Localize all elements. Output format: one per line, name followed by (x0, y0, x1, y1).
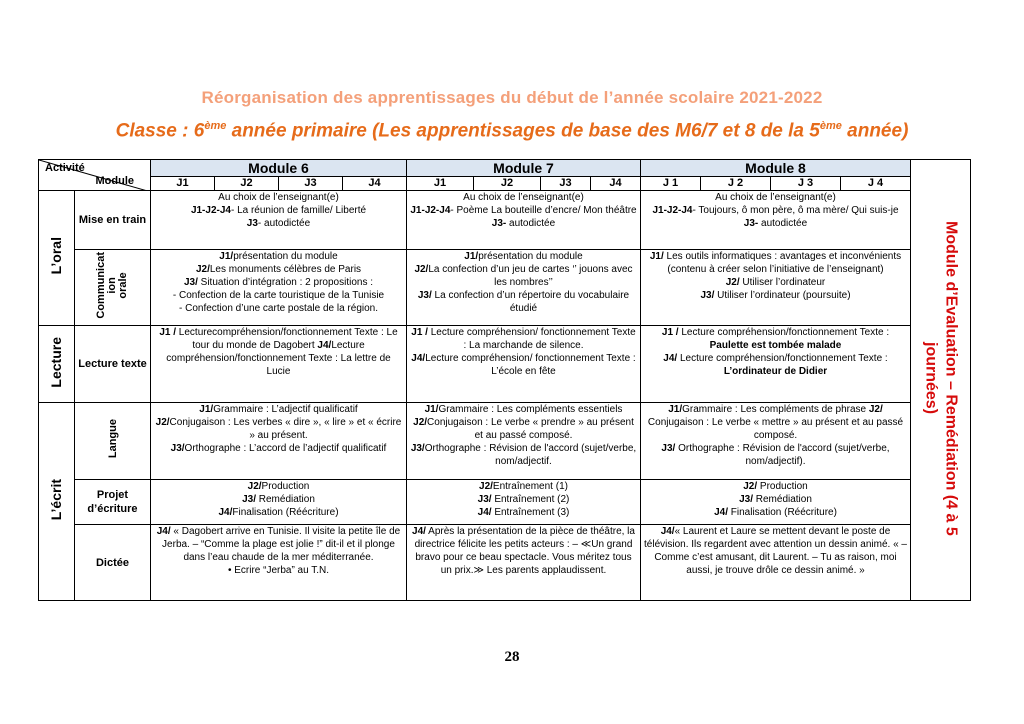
line (153, 302, 404, 315)
text: La confection d’un jeu de cartes ‘’ jouons avec les nombres’’ (428, 264, 633, 288)
line (409, 289, 638, 315)
communication-m7 (407, 250, 641, 326)
text: Grammaire : Les compléments essentiels (438, 404, 623, 415)
text: « Dagobert arrive en Tunisie. Il visite la petite île de Jerba. – “Comme la plage est jolie !” dit-il et il plonge dans l’eau chaude de la mer méditerranée. (162, 526, 401, 563)
bold-day: J1 / (661, 327, 679, 338)
langue-label: Langue (106, 419, 119, 459)
projet-m6 (151, 480, 407, 525)
text: Orthographe : Révision de l'accord (sujet/verbe, nom/adjectif). (675, 443, 890, 467)
bold-day: J2/ (413, 417, 428, 428)
text: Remédiation (752, 494, 812, 505)
label-part: orale (117, 272, 129, 299)
m8-j2: J 2 (701, 177, 771, 191)
bold-day: J2/ (479, 481, 493, 492)
evaluation-line-2: journées) (922, 341, 940, 414)
langue-m6 (151, 403, 407, 480)
sub-projet-ecriture: Projet d’écriture (75, 480, 151, 525)
m7-j3: J3 (541, 177, 591, 191)
communication-m6 (151, 250, 407, 326)
text: Production (261, 481, 310, 492)
bold-day: J3/ (170, 443, 185, 454)
sub-langue (75, 403, 151, 480)
projet-m8 (641, 480, 911, 525)
category-lecture-label: Lecture (48, 336, 64, 388)
text: Les monuments célèbres de Paris (209, 264, 362, 275)
line (153, 204, 404, 217)
line (643, 506, 908, 519)
text: Entraînement (1) (492, 481, 568, 492)
module-7-header: Module 7 (407, 160, 641, 177)
line (643, 276, 908, 289)
line (153, 403, 404, 416)
line (409, 263, 638, 289)
text: « Laurent et Laure se mettent devant le poste de télévision. Ils regardent avec attention un dessin animé. « – Comme c’est amusant, dit Laurent. – Tu as raison, moi aussi, je trouve drôle ce dessin animé. » (644, 526, 907, 576)
line (643, 250, 908, 276)
bold-day: J4/ (477, 507, 492, 518)
line: Au choix de l’enseignant(e) (715, 192, 836, 203)
line (153, 416, 404, 442)
bold-day: J1/ (199, 404, 214, 415)
sub-communication-orale (75, 250, 151, 326)
communication-m8 (641, 250, 911, 326)
line (409, 480, 638, 493)
line (409, 506, 638, 519)
m8-j3: J 3 (771, 177, 841, 191)
line (153, 289, 404, 302)
line (643, 217, 908, 230)
line (409, 403, 638, 416)
langue-m8 (641, 403, 911, 480)
m7-j4: J4 (591, 177, 641, 191)
corner-header (39, 160, 151, 191)
bold-day: J2/ (868, 404, 883, 415)
bold-day: J3/ (417, 290, 432, 301)
bold-day: J3/ (242, 494, 256, 505)
m6-j3: J3 (279, 177, 343, 191)
line (153, 217, 404, 230)
text: Après la présentation de la pièce de théâtre, la directrice félicite les petits acteurs : – ≪Un grand bravo pour ce beau spectacle. Vous méritez tous un prix.≫ Les parents applaudissent. (414, 526, 635, 576)
text: - Confection d’une carte postale de la région. (178, 303, 378, 314)
category-ecrit-label: L’écrit (48, 478, 64, 521)
text: Conjugaison : Le verbe « mettre » au présent et au passé composé. (647, 417, 904, 441)
bold-day: J2/ (155, 417, 170, 428)
line (409, 493, 638, 506)
module-8-header: Module 8 (641, 160, 911, 177)
line (643, 204, 908, 217)
bold-day: J3/ (477, 494, 492, 505)
text: autodictée (506, 218, 556, 229)
text: Lecture compréhension/fonctionnement Texte : La lettre de Lucie (166, 340, 391, 377)
text: Remédiation (255, 494, 315, 505)
text: - Poème La bouteille d’encre/ Mon théâtre (450, 205, 637, 216)
m6-j4: J4 (343, 177, 407, 191)
text: Finalisation (Réécriture) (232, 507, 339, 518)
line (643, 326, 908, 352)
langue-m7 (407, 403, 641, 480)
text: Conjugaison : Le verbe « prendre » au présent et au passé composé. (427, 417, 634, 441)
bold-day: J4/ (317, 340, 332, 351)
text: présentation du module (233, 251, 338, 262)
subtitle-sup-2: ème (819, 120, 842, 132)
evaluation-line-1: Module d’Evaluation – Remédiation (4 à 5 (942, 220, 960, 536)
text: Lecturecompréhension/fonctionnement Texte : Le tour du monde de Dagobert (176, 327, 398, 351)
line (409, 250, 638, 263)
category-ecrit (39, 403, 75, 601)
line (153, 442, 404, 455)
m7-j1: J1 (407, 177, 474, 191)
text: - autodictée (257, 218, 311, 229)
lecture-m7 (407, 326, 641, 403)
text: Entraînement (3) (491, 507, 570, 518)
subtitle-part-b: année primaire (Les apprentissages de base des M6/7 et 8 de la 5 (226, 120, 820, 142)
header-activite: Activité (45, 162, 85, 174)
bold-day: J1/ (464, 251, 479, 262)
line: Au choix de l’enseignant(e) (463, 192, 584, 203)
text: Lecture compréhension/ fonctionnement Texte : L’école en fête (425, 353, 636, 377)
bold-day: J3 (246, 218, 258, 229)
line (409, 204, 638, 217)
mise-en-train-m6 (151, 191, 407, 250)
bold-day: J1/ (424, 404, 439, 415)
text: Situation d’intégration : 2 propositions : (197, 277, 373, 288)
text: Entraînement (2) (491, 494, 570, 505)
m6-j1: J1 (151, 177, 215, 191)
lecture-m6 (151, 326, 407, 403)
bold-day: J3/ (410, 443, 425, 454)
text: Lecture compréhension/ fonctionnement Texte : La marchande de silence. (427, 327, 636, 351)
projet-m7 (407, 480, 641, 525)
bold-day: J3/ (739, 494, 753, 505)
line (409, 326, 638, 352)
label-part: Communicat (95, 252, 107, 319)
bold-day: J2/ (725, 277, 740, 288)
page-number: 28 (504, 649, 520, 665)
bold-day: J2/ (247, 481, 262, 492)
dictee-m6 (151, 525, 407, 601)
evaluation-label (921, 221, 961, 536)
bold-day: J4/ (714, 507, 728, 518)
line: Au choix de l’enseignant(e) (218, 192, 339, 203)
module-6-header: Module 6 (151, 160, 407, 177)
text: Utiliser l’ordinateur (739, 277, 826, 288)
text-title: Paulette est tombée malade (709, 340, 842, 351)
text: Lecture compréhension/fonctionnement Texte : (678, 327, 890, 338)
bold-day: J1 / (411, 327, 428, 338)
m6-j2: J2 (215, 177, 279, 191)
line (409, 352, 638, 378)
text: Finalisation (Réécriture) (727, 507, 837, 518)
line (153, 506, 404, 519)
text: Lecture compréhension/fonctionnement Texte : (677, 353, 888, 364)
line (643, 352, 908, 378)
category-lecture (39, 326, 75, 403)
bold-day: J4/ (660, 526, 675, 537)
subtitle-sup-1: ème (204, 120, 227, 132)
bold-day: J1 / (159, 327, 177, 338)
document-subtitle (0, 120, 1024, 142)
line (409, 442, 638, 468)
bold-day: J4/ (411, 353, 426, 364)
bold-day: J1/ (668, 404, 683, 415)
sub-mise-en-train: Mise en train (75, 191, 151, 250)
mise-en-train-m7 (407, 191, 641, 250)
subtitle-part-a: Classe : 6 (115, 120, 205, 142)
line (409, 416, 638, 442)
line (153, 276, 404, 289)
text: Orthographe : Révision de l'accord (sujet/verbe, nom/adjectif. (424, 443, 637, 467)
bold-day: J3/ (661, 443, 676, 454)
m8-j4: J 4 (841, 177, 911, 191)
sub-lecture-texte: Lecture texte (75, 326, 151, 403)
text-title: L’ordinateur de Didier (723, 366, 828, 377)
bold-day: J3- (743, 218, 759, 229)
bold-day: J1-J2-J4 (652, 205, 693, 216)
bold-day: J4/ (412, 526, 426, 537)
bold-day: J1-J2-J4 (410, 205, 451, 216)
bold-day: J1/ (649, 251, 664, 262)
line (153, 480, 404, 493)
text: Les outils informatiques : avantages et inconvénients (contenu à créer selon l’initiative de l’enseignant) (663, 251, 902, 275)
sub-dictee: Dictée (75, 525, 151, 601)
bold-day: J3- (491, 218, 507, 229)
bold-day: J4/ (156, 526, 171, 537)
bold-day: J2/ (195, 264, 210, 275)
mise-en-train-m8 (641, 191, 911, 250)
header-module: Module (95, 175, 134, 187)
bold-day: J2/ (414, 264, 429, 275)
text: autodictée (758, 218, 808, 229)
bold-day: J3/ (700, 290, 715, 301)
category-oral-label: L’oral (48, 237, 64, 275)
bold-day: J4/ (218, 507, 233, 518)
text: - Toujours, ô mon père, ô ma mère/ Qui suis-je (692, 205, 899, 216)
bold-day: J3/ (183, 277, 198, 288)
document-title: Réorganisation des apprentissages du début de l’année scolaire 2021-2022 (201, 88, 823, 107)
line: • Ecrire “Jerba” au T.N. (227, 565, 330, 576)
line (153, 263, 404, 276)
line (643, 289, 908, 302)
text: Conjugaison : Les verbes « dire », « lire » et « écrire » au présent. (169, 417, 402, 441)
line (643, 493, 908, 506)
text: La confection d’un répertoire du vocabulaire étudié (431, 290, 630, 314)
text: Production (757, 481, 808, 492)
lecture-m8 (641, 326, 911, 403)
bold-day: J1/ (219, 251, 234, 262)
bold-day: J2/ (743, 481, 758, 492)
label-part: ion (106, 277, 118, 294)
text: Grammaire : Les compléments de phrase (682, 404, 869, 415)
subtitle-part-c: année) (841, 120, 909, 142)
line (643, 480, 908, 493)
line (409, 217, 638, 230)
text: - La réunion de famille/ Liberté (230, 205, 367, 216)
text: Grammaire : L’adjectif qualificatif (213, 404, 358, 415)
line (153, 250, 404, 263)
line (153, 493, 404, 506)
text: Utiliser l’ordinateur (poursuite) (714, 290, 851, 301)
m8-j1: J 1 (641, 177, 701, 191)
communication-orale-label (96, 252, 129, 319)
bold-day: J4/ (663, 353, 678, 364)
planning-table (38, 159, 971, 601)
text: Orthographe : L’accord de l’adjectif qualificatif (184, 443, 387, 454)
m7-j2: J2 (474, 177, 541, 191)
text: - Confection de la carte touristique de la Tunisie (172, 290, 385, 301)
text: présentation du module (478, 251, 583, 262)
category-oral (39, 191, 75, 326)
evaluation-column (911, 160, 971, 601)
bold-day: J1-J2-J4 (190, 205, 231, 216)
dictee-m7 (407, 525, 641, 601)
dictee-m8 (641, 525, 911, 601)
